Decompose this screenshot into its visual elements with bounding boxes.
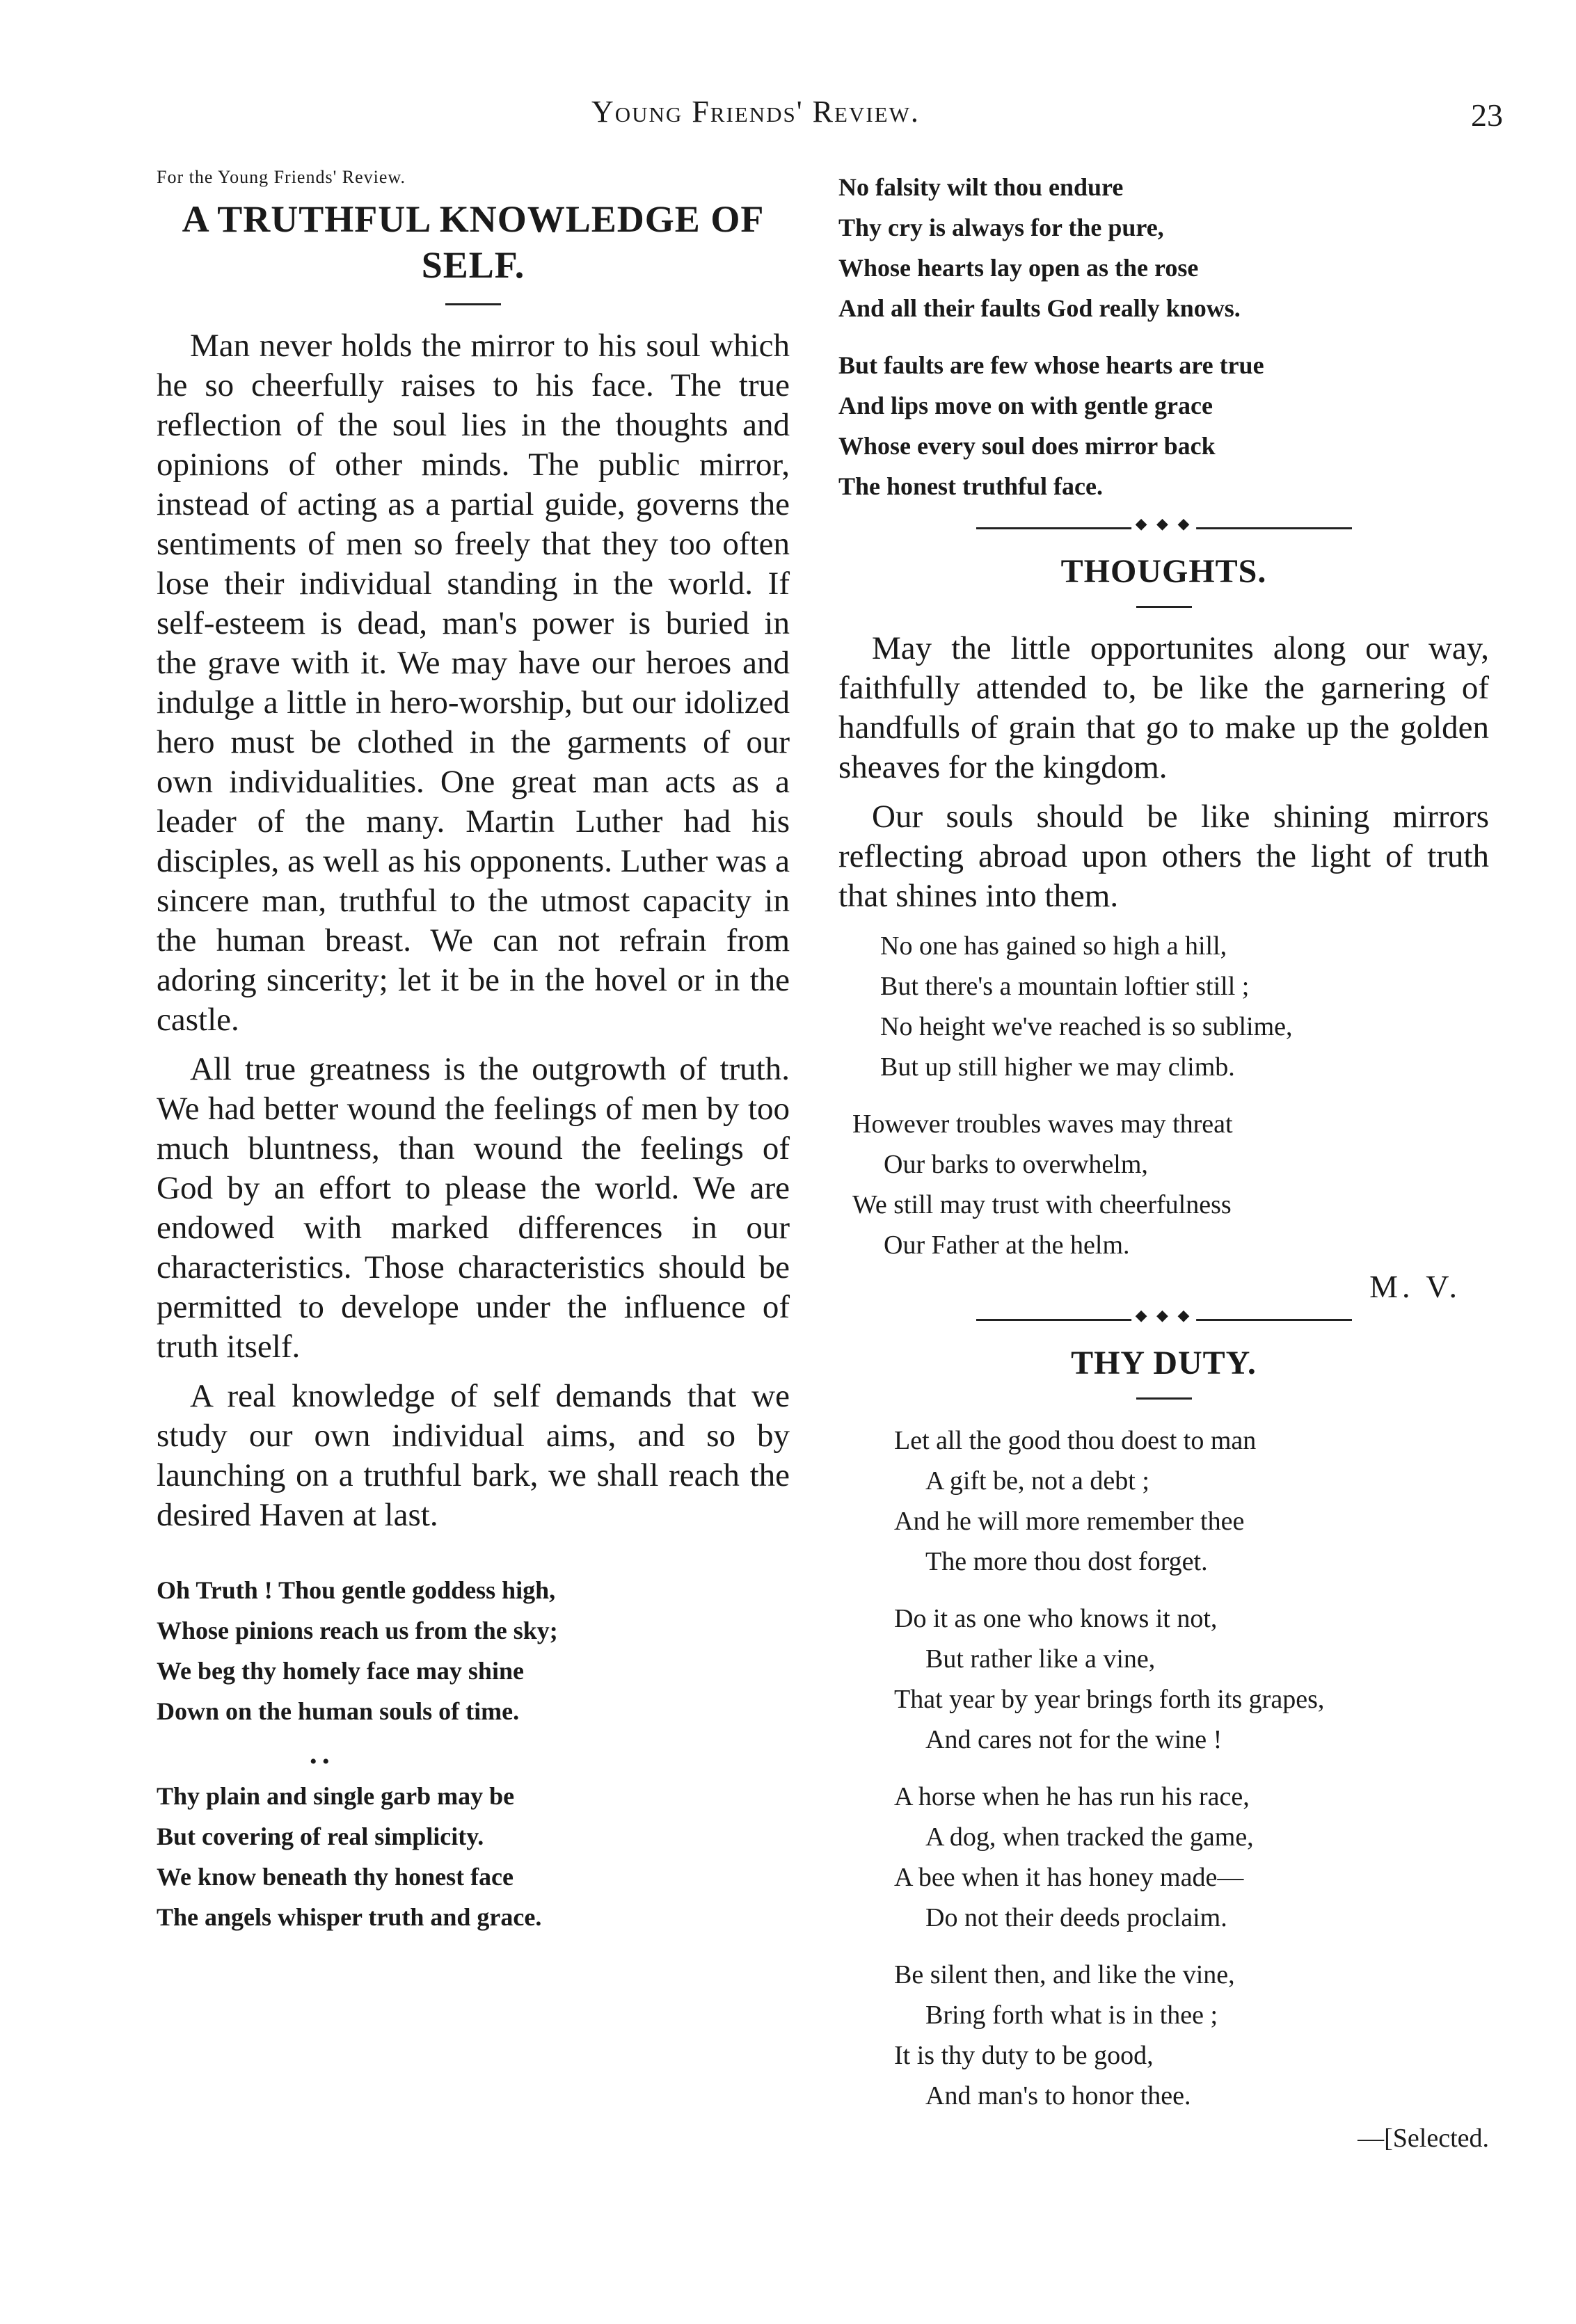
title-rule: [1136, 606, 1192, 608]
verse-line: But up still higher we may climb.: [880, 1052, 1235, 1082]
section-ornament: [976, 515, 1352, 532]
verse-line: Do not their deeds proclaim.: [925, 1903, 1227, 1932]
poem-continued: [838, 167, 1489, 506]
title-rule: [445, 303, 501, 305]
stanza: [157, 1776, 790, 1937]
verse-line: A bee when it has honey made—: [894, 1863, 1244, 1892]
paragraph: Our souls should be like shining mirrors reflecting abroad upon others the light of truth that shines into them.: [838, 799, 1489, 914]
page-number: 23: [1471, 97, 1503, 133]
verse-line: No height we've reached is so sublime,: [880, 1012, 1293, 1041]
verse-line: Bring forth what is in thee ;: [925, 2001, 1218, 2030]
poem: [894, 1420, 1489, 2116]
paragraph: A real knowledge of self demands that we study our own individual aims, and so by launching on a truthful bark, we shall reach the desired Haven at last.: [157, 1378, 790, 1533]
verse-line: No one has gained so high a hill,: [880, 931, 1227, 961]
verse-line: Whose hearts lay open as the rose: [838, 254, 1199, 282]
verse-line: That year by year brings forth its grapes,: [894, 1685, 1325, 1714]
ornament-diamonds: ◆ ◆ ◆: [1131, 515, 1197, 533]
left-column: [157, 167, 790, 1954]
stanza: [894, 1955, 1489, 2116]
verse-line: We beg thy homely face may shine: [157, 1657, 524, 1685]
poem: [157, 1570, 790, 1937]
verse-line: The honest truthful face.: [838, 472, 1103, 500]
stanza: [157, 1570, 790, 1731]
poem: [880, 926, 1489, 1087]
page-header: [139, 94, 1545, 150]
stanza: [894, 1777, 1489, 1938]
verse-line: A gift be, not a debt ;: [925, 1466, 1149, 1496]
verse-line: Oh Truth ! Thou gentle goddess high,: [157, 1576, 556, 1604]
verse-line: Our barks to overwhelm,: [884, 1150, 1148, 1179]
stanza-separator: • •: [310, 1750, 330, 1773]
verse-line: Down on the human souls of time.: [157, 1697, 520, 1725]
source-credit: —[Selected.: [1358, 2124, 1489, 2153]
verse-line: Be silent then, and like the vine,: [894, 1960, 1235, 1989]
title-rule: [1136, 1397, 1192, 1400]
verse-line: But there's a mountain loftier still ;: [880, 972, 1250, 1001]
poem: [852, 1104, 1489, 1265]
verse-line: Whose pinions reach us from the sky;: [157, 1617, 558, 1644]
verse-line: And all their faults God really knows.: [838, 294, 1241, 322]
verse-line: A horse when he has run his race,: [894, 1782, 1250, 1811]
verse-line: The more thou dost forget.: [925, 1547, 1208, 1576]
stanza: [852, 1104, 1489, 1265]
verse-line: And man's to honor thee.: [925, 2081, 1191, 2110]
ornament-diamonds: ◆ ◆ ◆: [1131, 1306, 1197, 1324]
verse-line: But rather like a vine,: [925, 1644, 1156, 1674]
verse-line: Our Father at the helm.: [884, 1231, 1130, 1260]
verse-line: But faults are few whose hearts are true: [838, 351, 1264, 379]
verse-line: Whose every soul does mirror back: [838, 432, 1216, 460]
stanza: [880, 926, 1489, 1087]
paragraph: Man never holds the mirror to his soul which he so cheerfully raises to his face. The true reflection of the soul lies in the thoughts and opinions of other minds. The public mirror, instead of acting as a partial guide, governs the sentiments of men so freely that they too often lose their individual standing in the world. If self-esteem is dead, man's power is buried in the grave with it. We may have our heroes and indulge a little in hero-worship, but our idolized hero must be clothed in the garments of our own individualities. One great man acts as a leader of the many. Martin Luther had his disciples, as well as his opponents. Luther was a sincere man, truthful to the utmost capacity in the human breast. We can not refrain from adoring sincerity; let it be in the hovel or in the castle.: [157, 328, 790, 1038]
verse-line: It is thy duty to be good,: [894, 2041, 1154, 2070]
right-column: [838, 167, 1489, 2154]
article-body: [838, 629, 1489, 916]
verse-line: However troubles waves may threat: [852, 1109, 1233, 1139]
stanza: [894, 1420, 1489, 1582]
stanza: [894, 1598, 1489, 1760]
verse-line: We still may trust with cheerfulness: [852, 1190, 1232, 1219]
verse-line: Thy cry is always for the pure,: [838, 214, 1164, 241]
verse-line: But covering of real simplicity.: [157, 1822, 484, 1850]
verse-line: Let all the good thou doest to man: [894, 1426, 1257, 1455]
paragraph: All true greatness is the outgrowth of truth. We had better wound the feelings of men by too much bluntness, than wound the feelings of God by an effort to please the world. We are endowed with marked differences in our characteristics. Those characteristics should be permitted to develope under the influence of truth itself.: [157, 1051, 790, 1365]
article-body: [157, 326, 790, 1535]
verse-line: Thy plain and single garb may be: [157, 1782, 515, 1810]
article-title: A TRUTHFUL KNOWLEDGE OF SELF.: [182, 198, 765, 286]
stanza: [838, 345, 1489, 506]
author-signature: M. V.: [1369, 1269, 1461, 1304]
article-title: THY DUTY.: [1071, 1345, 1257, 1381]
running-title: Young Friends' Review.: [591, 95, 920, 129]
verse-line: And he will more remember thee: [894, 1507, 1245, 1536]
article-kicker: For the Young Friends' Review.: [157, 167, 406, 187]
stanza: [838, 167, 1489, 328]
verse-line: And cares not for the wine !: [925, 1725, 1223, 1754]
verse-line: And lips move on with gentle grace: [838, 392, 1213, 419]
verse-line: Do it as one who knows it not,: [894, 1604, 1218, 1633]
article-title: THOUGHTS.: [1060, 553, 1267, 590]
verse-line: The angels whisper truth and grace.: [157, 1903, 542, 1931]
paragraph: May the little opportunites along our way, faithfully attended to, be like the garnering of handfulls of grain that go to make up the golden sheaves for the kingdom.: [838, 630, 1489, 785]
verse-line: No falsity wilt thou endure: [838, 173, 1124, 201]
section-ornament: [976, 1306, 1352, 1324]
verse-line: We know beneath thy honest face: [157, 1863, 514, 1891]
verse-line: A dog, when tracked the game,: [925, 1822, 1254, 1852]
